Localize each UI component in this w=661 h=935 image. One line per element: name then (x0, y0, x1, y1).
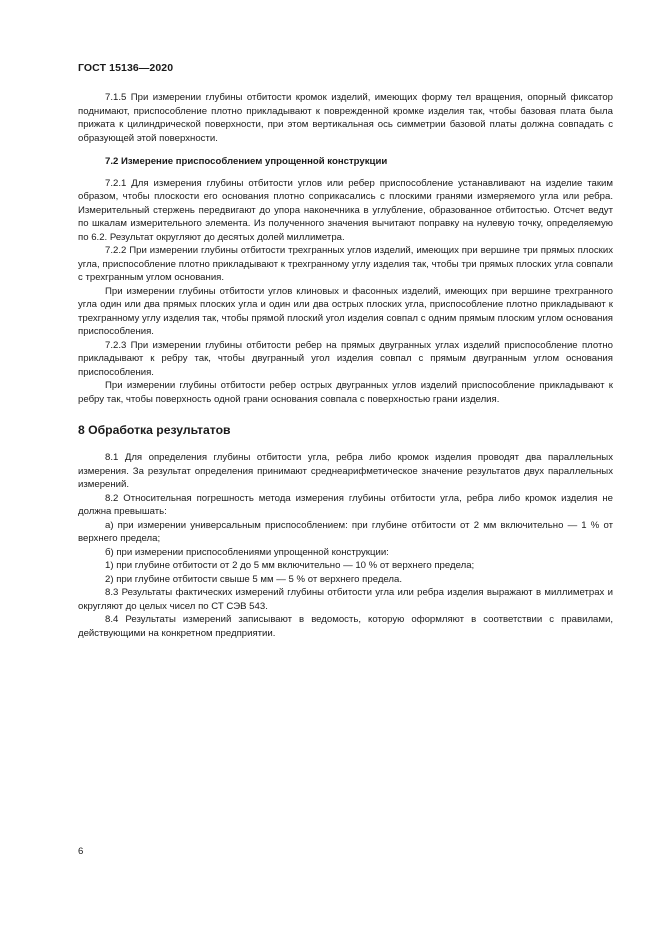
paragraph-8-1: 8.1 Для определения глубины отбитости угла, ребра либо кромок изделия проводят два параллельных измерения. За результат определения принимают среднеарифметическое значение результатов двух параллельных измерений. (78, 452, 613, 490)
standard-header: ГОСТ 15136—2020 (78, 62, 174, 74)
paragraph-7-2-2-continued: При измерении глубины отбитости углов клиновых и фасонных изделий, имеющих при вершине трехгранного угла один или два прямых плоских угла и один или два острых плоских угла, приспособление плотно прикладывают к трехгранному углу изделия так, чтобы прямой плоский угол изделия совпал с одним прямым плоским углом основания приспособления. (78, 285, 613, 337)
paragraph-7-1-5: 7.1.5 При измерении глубины отбитости кромок изделий, имеющих форму тел вращения, опорный фиксатор поднимают, приспособление плотно прикладывают к поврежденной кромке изделия так, чтобы базовая плата была прижата к цилиндрической поверхности, при этом вертикальная ось симметрии базовой платы должна совпадать с образующей этой поверхности. (78, 92, 613, 144)
paragraph-7-2-3-continued: При измерении глубины отбитости ребер острых двугранных углов изделий приспособление прикладывают к ребру так, чтобы поверхность одной грани основания совпала с поверхностью грани изделия. (78, 380, 613, 405)
paragraph-7-2-3: 7.2.3 При измерении глубины отбитости ребер на прямых двугранных углах изделий приспособление плотно прикладывают к ребру так, чтобы двугранный угол изделия совпал с прямым двугранным углом основания приспособления. (78, 339, 613, 378)
paragraph-8-3: 8.3 Результаты фактических измерений глубины отбитости угла или ребра изделия выражают в миллиметрах и округляют до целых чисел по СТ СЭВ 543. (78, 587, 613, 612)
section-heading-8: 8 Обработка результатов (78, 423, 231, 437)
paragraph-8-4: 8.4 Результаты измерений записывают в ведомость, которую оформляют в соответствии с правилами, действующими на конкретном предприятии. (78, 614, 613, 639)
paragraph-8-2: 8.2 Относительная погрешность метода измерения глубины отбитости угла, ребра либо кромок изделия не должна превышать: (78, 492, 613, 517)
paragraph-7-2-1: 7.2.1 Для измерения глубины отбитости углов или ребер приспособление устанавливают на изделие таким образом, чтобы плоскости его основания плотно соприкасались с плоскими гранями измеряемого угла или ребра. Измерительный стержень передвигают до упора наконечника в углубление, образованное отбитостью. Отсчет ведут по шкалам измерительного элемента. Из полученного значения вычитают поправку на нулевую точку, определяемую по 6.2. Результат округляют до десятых долей миллиметра. (78, 177, 613, 243)
paragraph-8-2-b-2: 2) при глубине отбитости свыше 5 мм — 5 % от верхнего предела. (105, 573, 403, 585)
paragraph-8-2-a: а) при измерении универсальным приспособлением: при глубине отбитости от 2 мм включительно — 1 % от верхнего предела; (78, 519, 613, 544)
paragraph-7-2-2: 7.2.2 При измерении глубины отбитости трехгранных углов изделий, имеющих при вершине три прямых плоских угла, приспособление плотно прикладывают к трехгранному углу изделия так, чтобы три прямых плоских угла совпали с трехгранным углом основания. (78, 245, 613, 283)
subsection-heading-7-2: 7.2 Измерение приспособлением упрощенной конструкции (105, 156, 388, 167)
page-content (78, 91, 613, 640)
page-number: 6 (78, 846, 84, 857)
paragraph-8-2-b-1: 1) при глубине отбитости от 2 до 5 мм включительно — 10 % от верхнего предела; (105, 560, 475, 571)
paragraph-8-2-b: б) при измерении приспособлениями упрощенной конструкции: (105, 546, 389, 558)
